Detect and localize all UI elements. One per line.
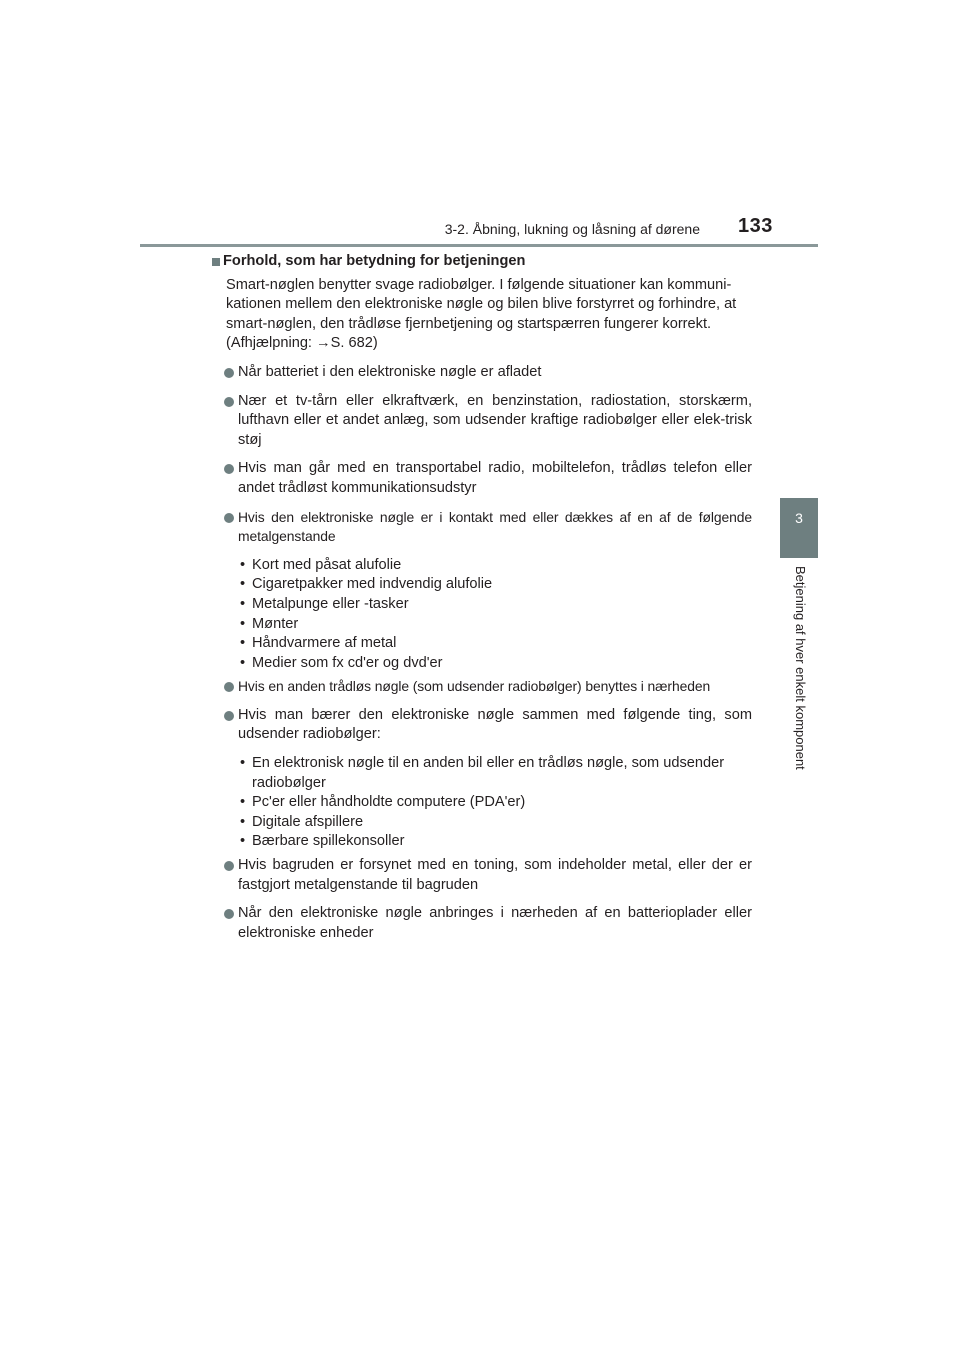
condition-item	[212, 363, 752, 383]
condition-text: Hvis en anden trådløs nøgle (som udsender radiobølger) benyttes i nærheden	[238, 678, 711, 695]
intro-line: kationen mellem den elektroniske nøgle og bilen blive forstyrret og forhindre, at	[226, 296, 737, 313]
chapter-title: 3-2. Åbning, lukning og låsning af dørene	[444, 221, 700, 237]
round-bullet-icon	[224, 711, 234, 721]
list-item: • Mønter	[238, 615, 752, 635]
condition-item	[212, 856, 752, 895]
section-heading-text: Forhold, som har betydning for betjeningen	[223, 253, 526, 269]
condition-text: Hvis den elektroniske nøgle er i kontakt med eller dækkes af en af de følgende metalgenstande	[238, 508, 752, 545]
intro-line: (Afhjælpning: →S. 682)	[226, 335, 378, 352]
round-bullet-icon	[224, 861, 234, 871]
condition-item	[212, 508, 752, 547]
condition-text: Hvis bagruden er forsynet med en toning, som indeholder metal, eller der er fastgjort metalgenstande til bagruden	[238, 857, 752, 893]
list-item: • Medier som fx cd'er og dvd'er	[238, 654, 752, 674]
condition-item	[212, 677, 752, 697]
list-item: • Kort med påsat alufolie	[238, 556, 752, 576]
list-item: • Metalpunge eller -tasker	[238, 595, 752, 615]
condition-text: Nær et tv-tårn eller elkraftværk, en benzinstation, radiostation, storskærm, lufthavn eller et andet anlæg, som udsender kraftige radiobølger eller elek-trisk støj	[238, 392, 752, 448]
round-bullet-icon	[224, 682, 234, 692]
round-bullet-icon	[224, 909, 234, 919]
round-bullet-icon	[224, 464, 234, 474]
intro-line: smart-nøglen, den trådløse fjernbetjening og startspærren fungerer korrekt.	[226, 315, 712, 332]
list-item: • Digitale afspillere	[238, 813, 752, 833]
chapter-tab-number: 3	[795, 510, 803, 526]
condition-item	[212, 706, 752, 745]
list-item: • Cigaretpakker med indvendig alufolie	[238, 575, 752, 595]
round-bullet-icon	[224, 368, 234, 378]
condition-item	[212, 392, 752, 451]
section-heading	[212, 252, 752, 272]
page-number: 133	[738, 215, 773, 237]
list-item: • Pc'er eller håndholdte computere (PDA'er)	[238, 793, 752, 813]
chapter-tab-label: Betjening af hver enkelt komponent	[793, 566, 808, 770]
condition-text: Når batteriet i den elektroniske nøgle er afladet	[238, 363, 542, 380]
chapter-tab	[780, 498, 818, 558]
list-item: • En elektronisk nøgle til en anden bil eller en trådløs nøgle, som udsender radiobølger	[238, 754, 752, 793]
condition-item	[212, 904, 752, 943]
intro-paragraph	[212, 276, 752, 354]
page-content	[212, 252, 752, 943]
condition-item	[212, 459, 752, 498]
list-item: • Håndvarmere af metal	[238, 634, 752, 654]
condition-text: Hvis man går med en transportabel radio, mobiltelefon, trådløs telefon eller andet trådløst kommunikationsudstyr	[238, 460, 752, 496]
list-item: • Bærbare spillekonsoller	[238, 832, 752, 852]
metal-objects-list	[212, 556, 752, 674]
intro-line: Smart-nøglen benytter svage radiobølger. I følgende situationer kan kommuni-	[226, 276, 732, 293]
round-bullet-icon	[224, 397, 234, 407]
square-bullet-icon	[212, 258, 220, 266]
round-bullet-icon	[224, 513, 234, 523]
header-rule	[140, 244, 818, 247]
condition-text: Når den elektroniske nøgle anbringes i nærheden af en batterioplader eller elektroniske enheder	[238, 905, 752, 941]
radio-devices-list	[212, 754, 752, 852]
condition-text: Hvis man bærer den elektroniske nøgle sammen med følgende ting, som udsender radiobølger:	[238, 706, 752, 743]
